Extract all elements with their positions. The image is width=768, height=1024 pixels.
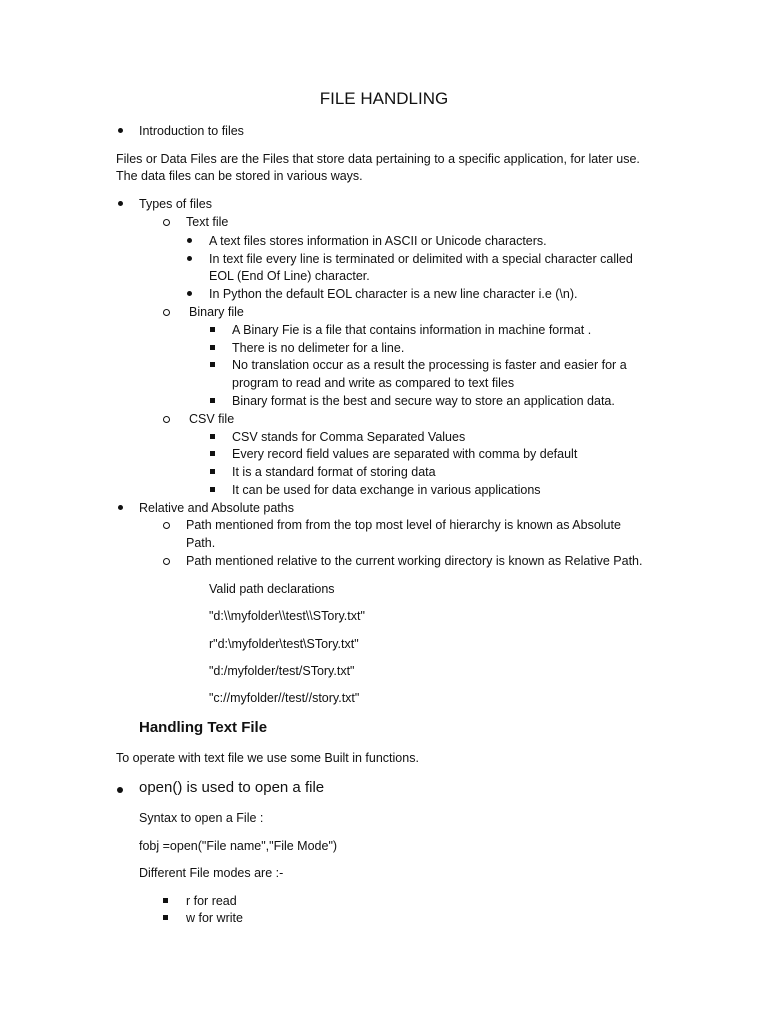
modes-label: Different File modes are :- — [139, 866, 284, 880]
binary-file-label: Binary file — [189, 305, 244, 319]
binary-file-item: A Binary Fie is a file that contains information in machine format . — [232, 323, 592, 337]
circle-bullet-icon — [163, 309, 170, 316]
csv-file-label: CSV file — [189, 412, 235, 426]
page-title: FILE HANDLING — [319, 89, 449, 108]
section-heading: Handling Text File — [139, 719, 268, 736]
circle-bullet-icon — [163, 522, 170, 529]
binary-file-item: There is no delimeter for a line. — [232, 341, 405, 355]
circle-bullet-icon — [163, 416, 170, 423]
bullet-icon — [118, 505, 123, 510]
binary-file-item: Binary format is the best and secure way to store an application data. — [232, 394, 615, 408]
square-bullet-icon — [210, 487, 215, 492]
mode-item: r for read — [186, 894, 237, 908]
bullet-icon — [187, 256, 192, 261]
paths-bullet: Relative and Absolute paths — [139, 501, 294, 515]
csv-file-item: It can be used for data exchange in various applications — [232, 483, 541, 497]
bullet-icon — [117, 787, 123, 793]
square-bullet-icon — [210, 398, 215, 403]
types-bullet: Types of files — [139, 197, 212, 211]
binary-file-item-continued: program to read and write as compared to text files — [232, 376, 515, 390]
mode-item: w for write — [186, 911, 243, 925]
handling-intro: To operate with text file we use some Built in functions. — [116, 751, 419, 765]
binary-file-item: No translation occur as a result the processing is faster and easier for a — [232, 358, 627, 372]
syntax-label: Syntax to open a File : — [139, 811, 264, 825]
open-bullet: open() is used to open a file — [139, 779, 325, 796]
bullet-icon — [187, 291, 192, 296]
csv-file-item: Every record field values are separated with comma by default — [232, 447, 578, 461]
square-bullet-icon — [163, 898, 168, 903]
square-bullet-icon — [210, 362, 215, 367]
path-example: r"d:\myfolder\test\STory.txt" — [209, 637, 359, 651]
bullet-icon — [187, 238, 192, 243]
csv-file-item: It is a standard format of storing data — [232, 465, 436, 479]
intro-bullet: Introduction to files — [139, 124, 244, 138]
square-bullet-icon — [210, 345, 215, 350]
text-file-item: A text files stores information in ASCII or Unicode characters. — [209, 234, 547, 248]
path-example: "d:\\myfolder\\test\\STory.txt" — [209, 609, 365, 623]
intro-paragraph-line-1: Files or Data Files are the Files that store data pertaining to a specific application, for later use. — [116, 152, 640, 166]
square-bullet-icon — [210, 451, 215, 456]
square-bullet-icon — [210, 327, 215, 332]
text-file-item: In text file every line is terminated or delimited with a special character called — [209, 252, 633, 266]
circle-bullet-icon — [163, 558, 170, 565]
relative-path-line: Path mentioned relative to the current working directory is known as Relative Path. — [186, 554, 643, 568]
text-file-label: Text file — [186, 215, 229, 229]
text-file-item-continued: EOL (End Of Line) character. — [209, 269, 370, 283]
circle-bullet-icon — [163, 219, 170, 226]
csv-file-item: CSV stands for Comma Separated Values — [232, 430, 466, 444]
syntax-code: fobj =open("File name","File Mode") — [139, 839, 338, 853]
text-file-item: In Python the default EOL character is a new line character i.e (\n). — [209, 287, 578, 301]
intro-paragraph-line-2: The data files can be stored in various ways. — [116, 169, 363, 183]
absolute-path-line-1: Path mentioned from from the top most level of hierarchy is known as Absolute — [186, 518, 621, 532]
square-bullet-icon — [210, 434, 215, 439]
absolute-path-line-2: Path. — [186, 536, 216, 550]
path-example: "c://myfolder//test//story.txt" — [209, 691, 360, 705]
bullet-icon — [118, 201, 123, 206]
square-bullet-icon — [163, 915, 168, 920]
square-bullet-icon — [210, 469, 215, 474]
valid-path-label: Valid path declarations — [209, 582, 335, 596]
bullet-icon — [118, 128, 123, 133]
path-example: "d:/myfolder/test/STory.txt" — [209, 664, 355, 678]
